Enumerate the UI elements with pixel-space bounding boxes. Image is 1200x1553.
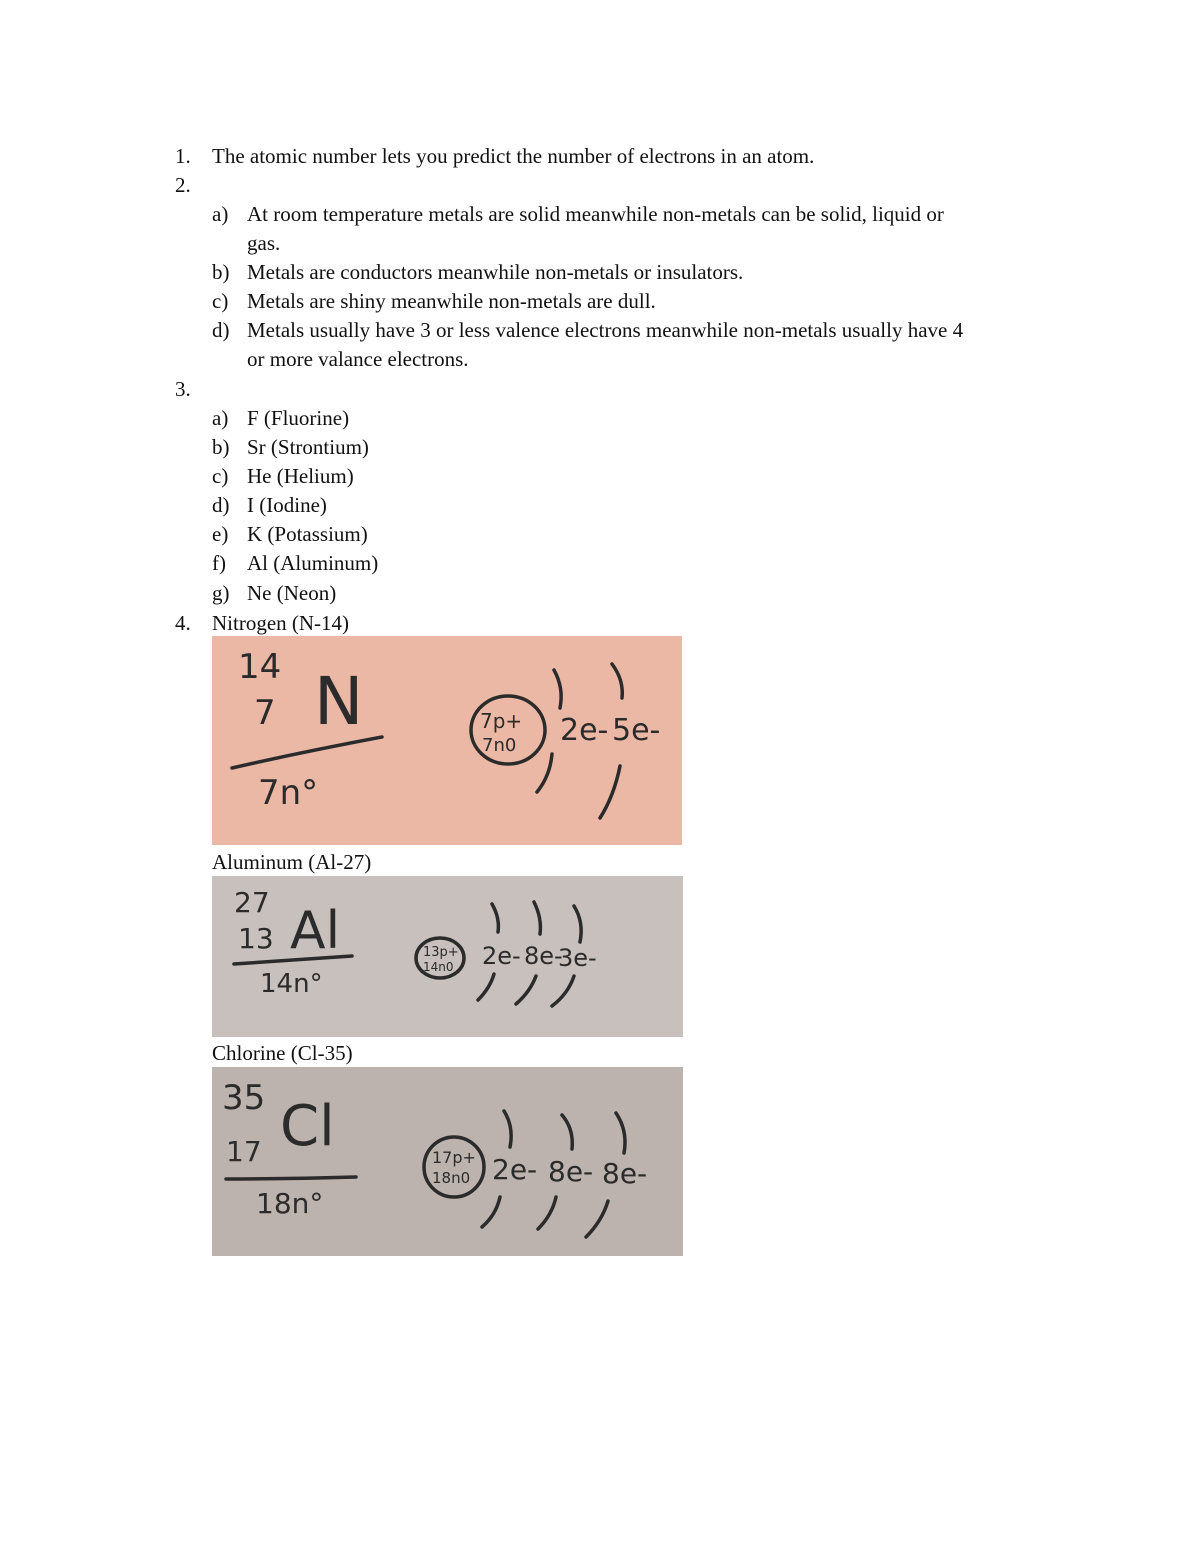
diagram-caption: Aluminum (Al-27): [212, 850, 372, 874]
item-label: g): [212, 581, 230, 605]
item-text: K (Potassium): [247, 522, 368, 546]
nucleus-neutrons: 14n0: [423, 960, 454, 974]
item-text: Ne (Neon): [247, 581, 337, 605]
question-number: 4.: [175, 611, 191, 635]
item-label: e): [212, 522, 229, 546]
mass-number: 35: [222, 1078, 266, 1118]
item-label: a): [212, 406, 229, 430]
nitrogen-diagram: [212, 636, 682, 845]
item-text: At room temperature metals are solid meanwhile non-metals can be solid, liquid or: [247, 202, 944, 226]
answer-text: The atomic number lets you predict the number of electrons in an atom.: [212, 144, 815, 168]
item-text: Sr (Strontium): [247, 435, 369, 459]
shell-electrons: 2e-: [482, 942, 521, 970]
neutron-count: 7n°: [258, 773, 319, 813]
neutron-count: 18n°: [256, 1187, 324, 1220]
item-text: gas.: [247, 231, 281, 255]
nucleus-neutrons: 18n0: [432, 1169, 471, 1187]
nucleus-protons: 7p+: [480, 709, 523, 733]
element-symbol: Cl: [280, 1094, 335, 1159]
question-number: 3.: [175, 377, 191, 401]
shell-electrons: 8e-: [548, 1155, 594, 1188]
neutron-count: 14n°: [260, 969, 323, 999]
item-text: or more valance electrons.: [247, 347, 469, 371]
item-text: Metals usually have 3 or less valence electrons meanwhile non-metals usually have 4: [247, 318, 964, 342]
element-symbol: Al: [290, 901, 341, 961]
item-text: Al (Aluminum): [247, 551, 379, 575]
nucleus-neutrons: 7n0: [482, 735, 517, 756]
item-label: d): [212, 493, 230, 517]
mass-number: 27: [234, 886, 270, 919]
mass-number: 14: [238, 647, 282, 687]
shell-electrons: 8e-: [602, 1157, 648, 1190]
shell-electrons: 2e-: [492, 1153, 538, 1186]
item-text: F (Fluorine): [247, 406, 350, 430]
element-symbol: N: [314, 663, 364, 740]
diagram-caption: Chlorine (Cl-35): [212, 1041, 353, 1065]
shell-electrons: 2e-: [560, 713, 609, 748]
shell-electrons: 5e-: [612, 713, 661, 748]
chlorine-diagram: [212, 1067, 683, 1256]
item-label: b): [212, 260, 230, 284]
item-label: a): [212, 202, 229, 226]
shell-electrons: 3e-: [558, 944, 597, 972]
item-text: I (Iodine): [247, 493, 327, 517]
item-text: He (Helium): [247, 464, 354, 488]
chlorine-diagram-photo: [212, 1067, 683, 1256]
item-text: Metals are conductors meanwhile non-metals or insulators.: [247, 260, 744, 284]
question-number: 2.: [175, 173, 191, 197]
nitrogen-diagram-photo: [212, 636, 682, 845]
item-label: b): [212, 435, 230, 459]
aluminum-diagram: [212, 876, 683, 1037]
atomic-number: 7: [254, 693, 276, 733]
diagram-caption: Nitrogen (N-14): [212, 611, 350, 635]
item-label: c): [212, 464, 229, 488]
fraction-line: [226, 1177, 356, 1179]
aluminum-diagram-photo: [212, 876, 683, 1037]
item-label: d): [212, 318, 230, 342]
item-text: Metals are shiny meanwhile non-metals are dull.: [247, 289, 656, 313]
item-label: c): [212, 289, 229, 313]
atomic-number: 17: [226, 1135, 262, 1168]
nucleus-protons: 13p+: [423, 945, 459, 960]
atomic-number: 13: [238, 922, 274, 955]
item-label: f): [212, 551, 226, 575]
question-number: 1.: [175, 144, 191, 168]
shell-electrons: 8e-: [524, 942, 563, 970]
nucleus-protons: 17p+: [432, 1148, 476, 1167]
